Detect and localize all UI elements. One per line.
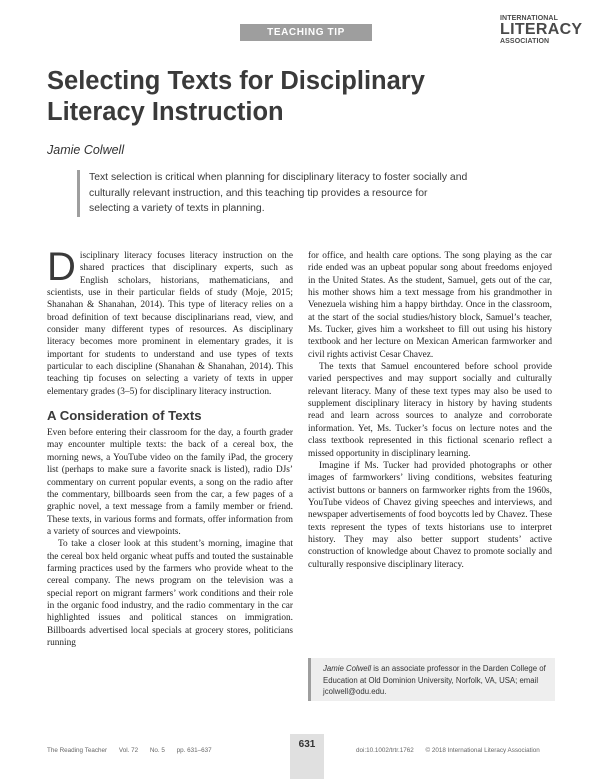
author-bio-box <box>308 658 555 701</box>
article-title: Selecting Texts for Disciplinary Literacy Instruction <box>47 67 425 126</box>
logo-line-association: ASSOCIATION <box>500 38 550 45</box>
intro-paragraph <box>47 245 293 398</box>
left-column <box>47 245 293 649</box>
footer-volume: Vol. 72 <box>118 747 139 754</box>
footer-citation <box>47 747 222 754</box>
body-paragraph: Imagine if Ms. Tucker had provided photographs or other images of farmworkers’ living conditions, websites featuring activist buttons or banners on farmworker rights from the 1960s, YouTube videos of Chavez giving speeches and interviews, and newspaper advertisements of food boycotts led by Chavez. These texts represent the types of texts historians use to interpret history. They may also better support students’ active construction of knowledge about Chavez to promote socially and culturally responsive disciplinary literacy. <box>308 460 552 570</box>
article-author: Jamie Colwell <box>47 143 125 157</box>
article-abstract: Text selection is critical when planning for disciplinary literacy to foster socially and culturally relevant instruction, and this teaching tip provides a resource for selecting a variety of texts in planning. <box>77 170 469 217</box>
logo-line-international: INTERNATIONAL <box>500 15 558 22</box>
footer-pages: pp. 631–637 <box>176 747 212 754</box>
bio-author-name: Jamie Colwell <box>323 664 372 673</box>
body-paragraph: To take a closer look at this student’s morning, imagine that the cereal box held organic wheat puffs and touted the sustainable farming practices used by the farmers who provide wheat to the cereal company. The news program on the television was a special report on migrant farmers’ work conditions and their role in the organic food industry, and the radio commentary in the car highlighted issues and political stances on immigration. Billboards advertised local specials at grocery stores, politicians running <box>47 539 293 648</box>
author-bio <box>311 658 555 698</box>
drop-cap: D <box>47 245 76 289</box>
intro-text: isciplinary literacy focuses literacy instruction on the shared practices that disciplinary experts, such as English scholars, historians, mathematicians, and scientists, use in their particular fields of study (Moje, 2015; Shanahan & Shanahan, 2014). This type of literacy relies on a broad definition of text because disciplinarians read, view, and consider many different types of resources. As disciplinary literacy becomes more prominent in elementary grades, it is important for students to understand and use types of texts particular to each discipline (Shanahan & Shanahan, 2014). This teaching tip focuses on selecting a variety of texts in upper elementary grades (3–5) for disciplinary literacy instruction. <box>47 251 293 397</box>
bio-text: is an associate professor in the Darden College of Education at Old Dominion University, Norfolk, VA, USA; email jcolwell@odu.edu. <box>323 664 546 696</box>
section-heading: A Consideration of Texts <box>47 408 202 424</box>
footer-copyright: © 2018 International Literacy Association <box>425 747 540 754</box>
footer-doi: doi:10.1002/trtr.1762 <box>356 747 414 754</box>
logo-line-literacy: LITERACY <box>500 21 583 38</box>
page-number: 631 <box>290 734 324 779</box>
body-paragraph: The texts that Samuel encountered before school provide varied perspectives and may support socially and culturally relevant literacy. Many of these text types may also be used to supplement disciplinary literacy in history by having students read and learn across sources to analyze and corroborate information. Yet, Ms. Tucker’s focus on lecture notes and the class textbook represented in this fictional scenario reflect a missed opportunity in disciplinary learning. <box>308 362 552 459</box>
teaching-tip-label: TEACHING TIP <box>240 24 372 41</box>
body-paragraph: for office, and health care options. The song playing as the car ride ended was an upbeat popular song about freedoms enjoyed in the United States. As the student, Samuel, gets out of the car, his mother shows him a text message from his grandmother in Venezuela wishing him a happy birthday. Once in the classroom, at the start of the social studies/history block, Samuel’s teacher, Ms. Tucker, gives him a worksheet to fill out using his history textbook and her lecture on Mexican American farmworker and civil rights activist Cesar Chavez. <box>308 251 552 360</box>
right-column <box>308 250 552 571</box>
footer-doi-copyright <box>356 747 550 754</box>
body-paragraph: Even before entering their classroom for the day, a fourth grader may encounter multiple texts: the back of a cereal box, the morning news, a YouTube video on the family iPad, the grocery list (perhaps to make sure a favorite snack is listed), radio DJs’ commentary on current popular events, a song on the radio after the commentary, billboards seen from the car, a few pages of a graphic novel, a text message from a family member or friend. These texts, in various forms and formats, offer information from a variety of sources and viewpoints. <box>47 428 293 537</box>
ila-logo <box>500 15 583 45</box>
footer-journal: The Reading Teacher <box>47 747 108 754</box>
footer-issue: No. 5 <box>149 747 165 754</box>
